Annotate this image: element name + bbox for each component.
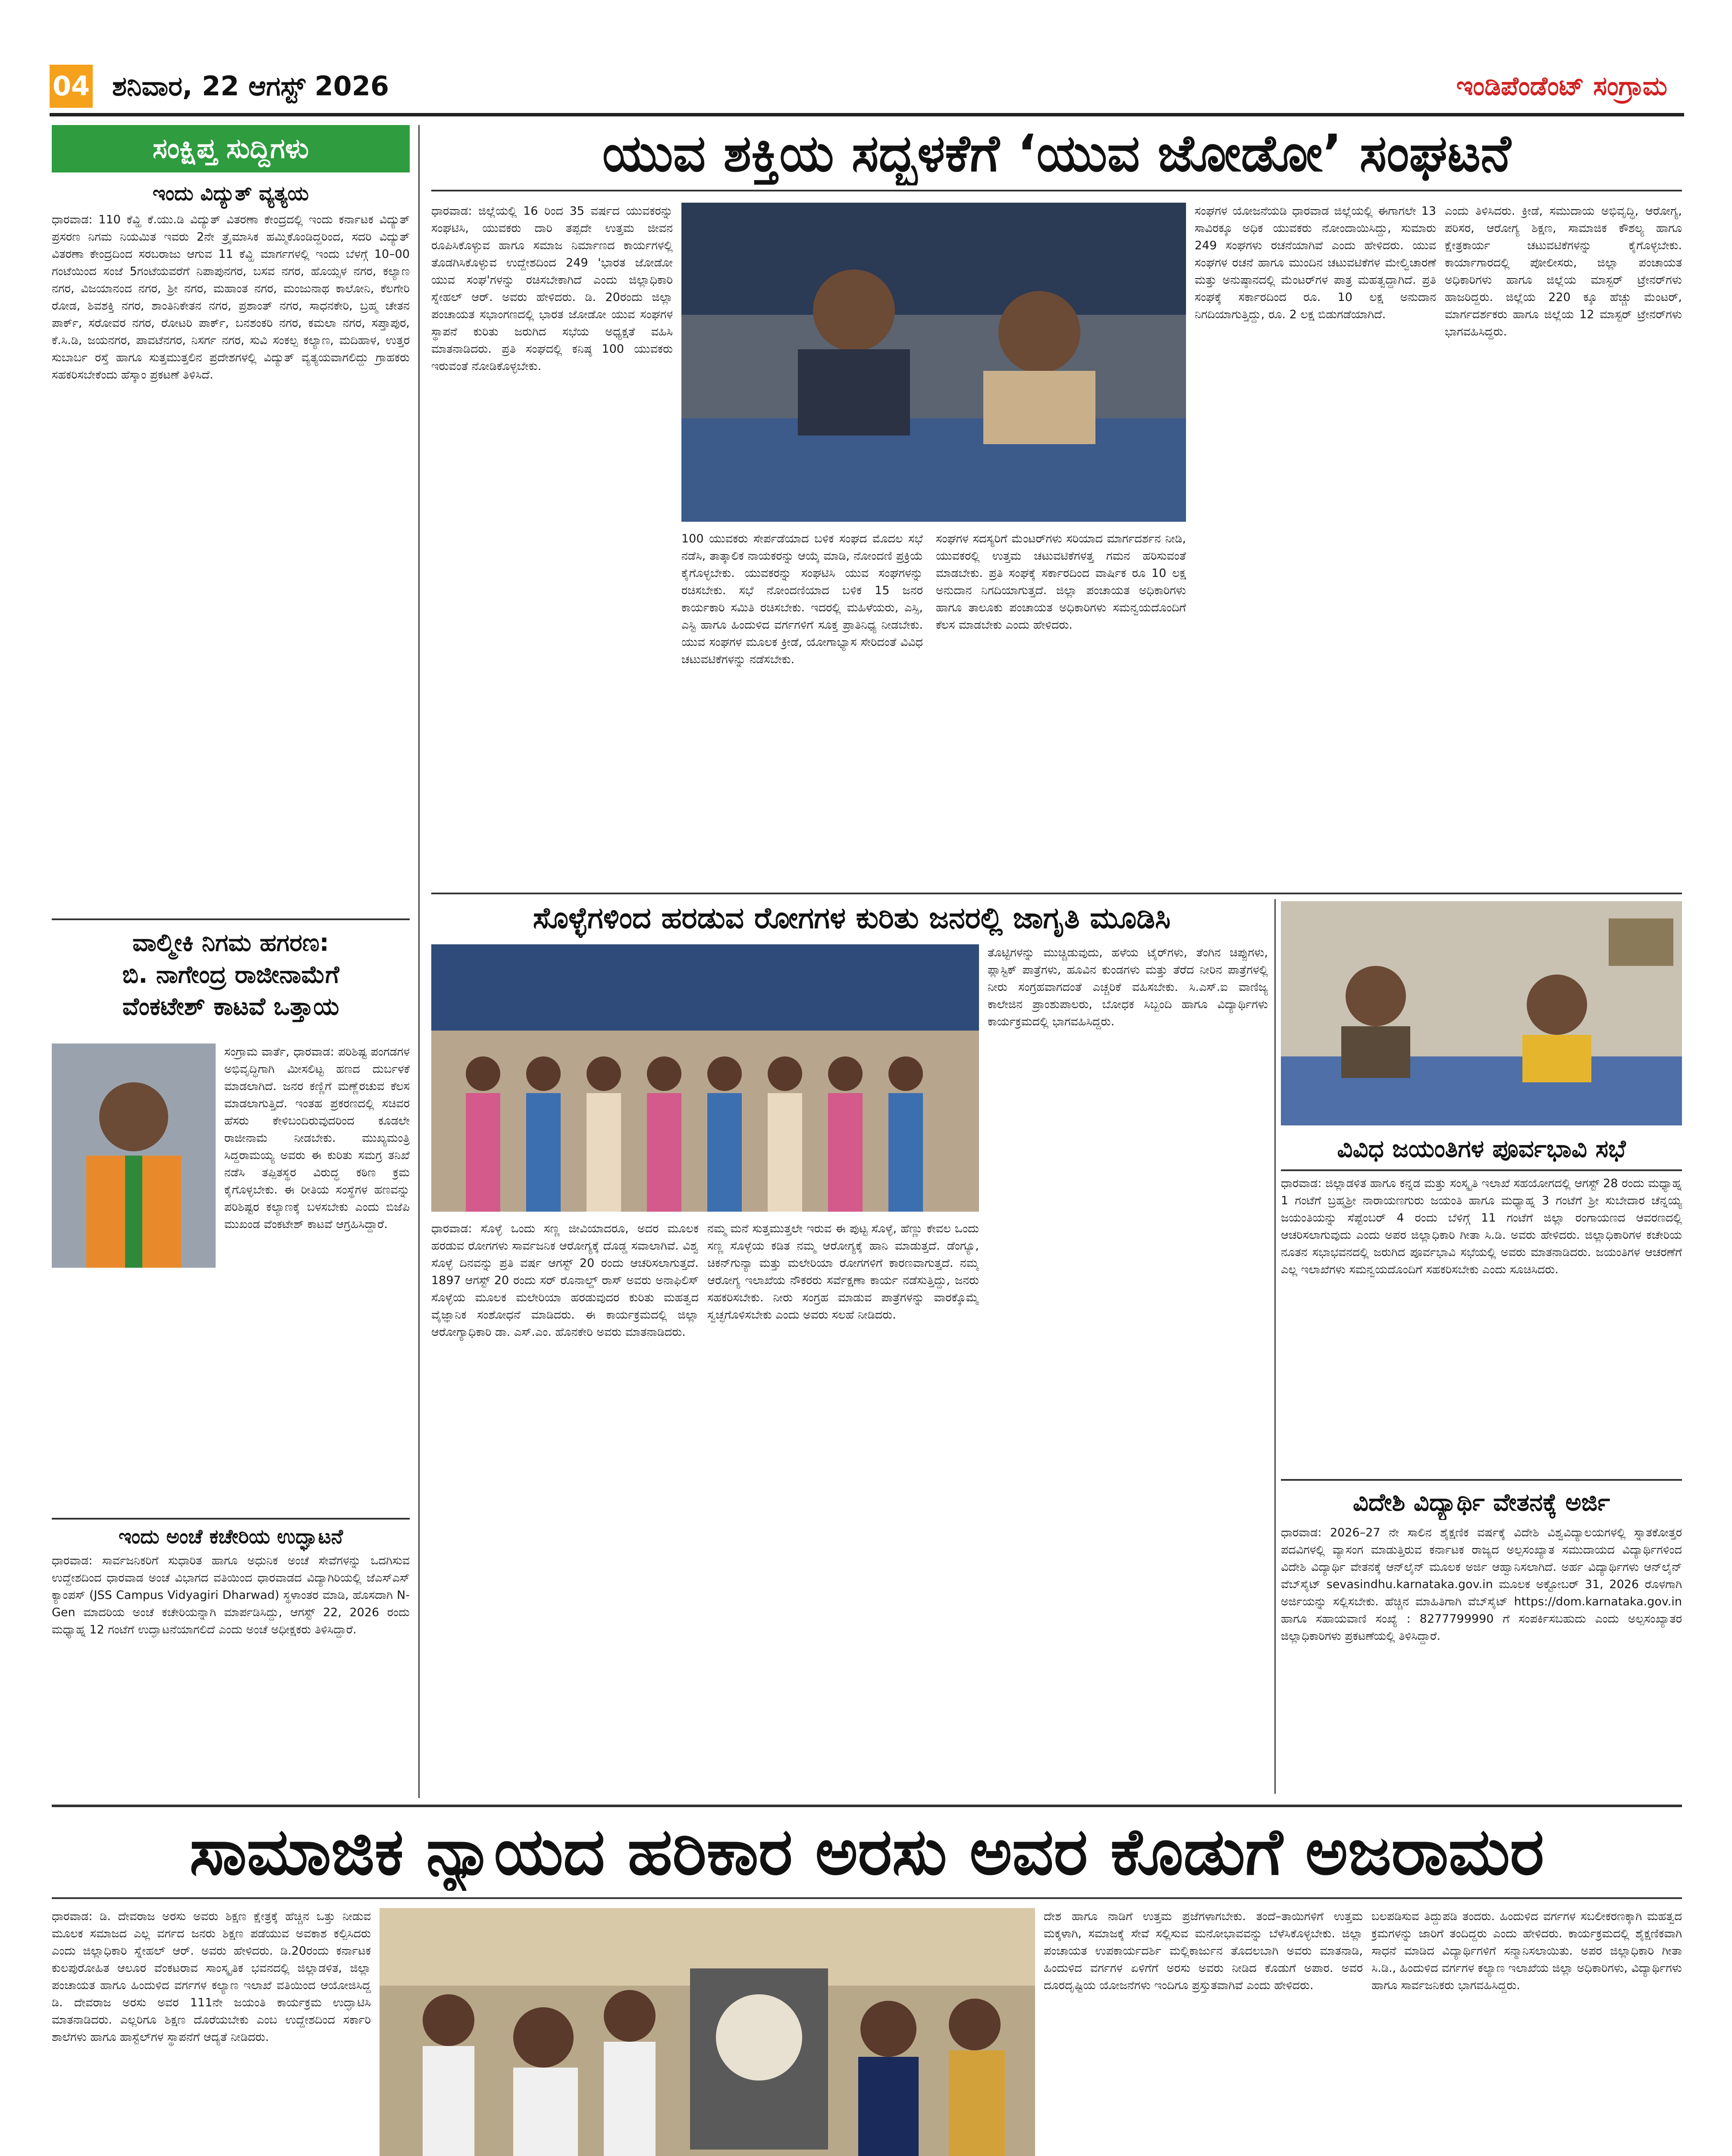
brief-item1-body: ಧಾರವಾಡ: 110 ಕೆವ್ಹಿ ಕೆ.ಯು.ಡಿ ವಿದ್ಯುತ್ ವಿತರಣಾ ಕೇಂದ್ರದಲ್ಲಿ ಇಂದು ಕರ್ನಾಟಕ ವಿದ್ಯುತ್ ಪ್ರಸರಣ ನಿಗಮ ನಿಯಮಿತ ಇವರು 2ನೇ ತ್ರೈಮಾಸಿಕ ಹಮ್ಮಿಕೊಂಡಿದ್ದರಿಂದ, ಸದರಿ ವಿದ್ಯುತ್ ವಿತರಣಾ ಕೇಂದ್ರದಿಂದ ಸರಬರಾಜು ಆಗುವ 11 ಕೆವ್ಹಿ ಮಾರ್ಗಗಳಲ್ಲಿ ಇಂದು ಬೆಳಗ್ಗೆ 10–00 ಗಂಟೆಯಿಂದ ಸಂಜೆ 5ಗಂಟೆಯವರೆಗೆ ನಿಪಾಪುನಗರ, ಬಸವ ನಗರ, ಹೊಯ್ಸಳ ನಗರ, ಕಲ್ಯಾಣ ನಗರ, ವಿಜಯಾನಂದ ನಗರ, ಶ್ರೀ ನಗರ, ಮಹಾಂತ ನಗರ, ಮಂಜುನಾಥ ಕಾಲೋನಿ, ಕೆಲಗೇರಿ ರೋಡ, ಶಿವಶಕ್ತಿ ನಗರ, ಶಾಂತಿನಿಕೇತನ ನಗರ, ಪ್ರಶಾಂತ್ ನಗರ, ಸಾಧನಕೇರಿ, ಬ್ರಹ್ಮ ಚೇತನ ಪಾರ್ಕ್, ಸರೋವರ ನಗರ, ರೋಟರಿ ಪಾರ್ಕ್, ಬನಶಂಕರಿ ನಗರ, ಕಮಲಾ ನಗರ, ಸಪ್ತಾಪುರ, ಕೆ.ಸಿ.ಡಿ, ಜಯನಗರ, ಪಾವಟೆನಗರ, ನಿಸರ್ಗ ನಗರ, ಸುವಿ ಸಂಕಲ್ಪ ಕಲ್ಯಾಣ, ಮದಿಹಾಳ, ಉತ್ತರ ಸುಬಾರ್ಬ ರಸ್ತೆ ಹಾಗೂ ಸುತ್ತಮುತ್ತಲಿನ ಪ್ರದೇಶಗಳಲ್ಲಿ ವಿದ್ಯುತ್ ವ್ಯತ್ಯಯವಾಗಲಿದ್ದು ಗ್ರಾಹಕರು ಸಹಕರಿಸಬೇಕೆಂದು ಹೆಸ್ಕಾಂ ಪ್ರಕಟಣೆ ತಿಳಿಸಿದೆ.: [52, 213, 410, 382]
scholarship-story-body: ಧಾರವಾಡ: 2026–27 ನೇ ಸಾಲಿನ ಶೈಕ್ಷಣಿಕ ವರ್ಷಕ್ಕೆ ವಿದೇಶಿ ವಿಶ್ವವಿದ್ಯಾಲಯಗಳಲ್ಲಿ ಸ್ನಾತಕೋತ್ತರ ಪದವಿಗಳಲ್ಲಿ ವ್ಯಾಸಂಗ ಮಾಡುತ್ತಿರುವ ಕರ್ನಾಟಕ ರಾಜ್ಯದ ಅಲ್ಪಸಂಖ್ಯಾತ ಸಮುದಾಯದ ವಿದ್ಯಾರ್ಥಿಗಳಿಂದ ವಿದೇಶಿ ವಿದ್ಯಾರ್ಥಿ ವೇತನಕ್ಕೆ ಆನ್‌ಲೈನ್ ಮೂಲಕ ಅರ್ಜಿ ಆಹ್ವಾನಿಸಲಾಗಿದೆ. ಅರ್ಹ ವಿದ್ಯಾರ್ಥಿಗಳು ಆನ್‌ಲೈನ್ ವೆಬ್‌ಸೈಟ್ sevasindhu.karnataka.gov.in ಮೂಲಕ ಅಕ್ಟೋಬರ್ 31, 2026 ರೊಳಗಾಗಿ ಅರ್ಜಿಯನ್ನು ಸಲ್ಲಿಸಬೇಕು. ಹೆಚ್ಚಿನ ಮಾಹಿತಿಗಾಗಿ ವೆಬ್‌ಸೈಟ್ https://dom.karnataka.gov.in ಹಾಗೂ ಸಹಾಯವಾಣಿ ಸಂಖ್ಯೆ : 8277799990 ಗೆ ಸಂಪರ್ಕಿಸಬಹುದು ಎಂದು ಅಲ್ಪಸಂಖ್ಯಾತರ ಜಿಲ್ಲಾಧಿಕಾರಿಗಳು ಪ್ರಕಟಣೆಯಲ್ಲಿ ತಿಳಿಸಿದ್ದಾರೆ.: [1281, 1526, 1682, 1643]
column-separator: [1274, 899, 1276, 1794]
divider: [1281, 1479, 1682, 1481]
youth-story-headline: ಯುವ ಶಕ್ತಿಯ ಸದ್ಬಳಕೆಗೆ ‘ಯುವ ಜೋಡೋ’ ಸಂಘಟನೆ: [602, 123, 1511, 183]
venkatesh-katave-photo: [52, 1044, 216, 1268]
scholarship-story-headline: ವಿದೇಶಿ ವಿದ್ಯಾರ್ಥಿ ವೇತನಕ್ಕೆ ಅರ್ಜಿ: [1352, 1489, 1610, 1517]
health-story-col3: ತೊಟ್ಟಿಗಳನ್ನು ಮುಚ್ಚಿಡುವುದು, ಹಳೆಯ ಟೈರ್‌ಗಳು, ತೆಂಗಿನ ಚಿಪ್ಪುಗಳು, ಪ್ಲಾಸ್ಟಿಕ್ ಪಾತ್ರೆಗಳು, ಹೂವಿನ ಕುಂಡಗಳು ಮತ್ತು ತೆರೆದ ನೀರಿನ ಪಾತ್ರೆಗಳಲ್ಲಿ ನೀರು ಸಂಗ್ರಹವಾಗದಂತೆ ಎಚ್ಚರಿಕೆ ವಹಿಸಬೇಕು. ಸಿ.ಎಸ್.ಐ ವಾಣಿಜ್ಯ ಕಾಲೇಜಿನ ಪ್ರಾಂಶುಪಾಲರು, ಬೋಧಕ ಸಿಬ್ಬಂದಿ ಹಾಗೂ ವಿದ್ಯಾರ್ಥಿಗಳು ಕಾರ್ಯಕ್ರಮದಲ್ಲಿ ಭಾಗವಹಿಸಿದ್ದರು.: [988, 946, 1268, 1028]
health-story-headline: ಸೊಳ್ಳೆಗಳಿಂದ ಹರಡುವ ರೋಗಗಳ ಕುರಿತು ಜನರಲ್ಲಿ ಜಾಗೃತಿ ಮೂಡಿಸಿ: [533, 901, 1171, 935]
brief-item2-title: ವಾಲ್ಮೀಕಿ ನಿಗಮ ಹಗರಣ: ಬಿ. ನಾಗೇಂದ್ರ ರಾಜೀನಾಮೆಗೆ ವೆಂಕಟೇಶ್ ಕಾಟವೆ ಒತ್ತಾಯ: [122, 929, 339, 1021]
health-event-photo: [431, 944, 979, 1212]
divider: [431, 893, 1682, 894]
arasu-story-col5: ಬಲಪಡಿಸುವ ತಿದ್ದುಪಡಿ ತಂದರು. ಹಿಂದುಳಿದ ವರ್ಗಗಳ ಸಬಲೀಕರಣಕ್ಕಾಗಿ ಮಹತ್ವದ ಕ್ರಮಗಳನ್ನು ಜಾರಿಗೆ ತಂದಿದ್ದರು ಎಂದು ಹೇಳಿದರು. ಕಾರ್ಯಕ್ರಮದಲ್ಲಿ ಶೈಕ್ಷಣಿಕವಾಗಿ ಸಾಧನೆ ಮಾಡಿದ ವಿದ್ಯಾರ್ಥಿಗಳಿಗೆ ಸನ್ಮಾನಿಸಲಾಯಿತು. ಅಪರ ಜಿಲ್ಲಾಧಿಕಾರಿ ಗೀತಾ ಸಿ.ಡಿ., ಹಿಂದುಳಿದ ವರ್ಗಗಳ ಕಲ್ಯಾಣ ಇಲಾಖೆಯ ಜಿಲ್ಲಾ ಅಧಿಕಾರಿಗಳು, ವಿದ್ಯಾರ್ಥಿಗಳು ಹಾಗೂ ಸಾರ್ವಜನಿಕರು ಭಾಗವಹಿಸಿದ್ದರು.: [1371, 1910, 1682, 1992]
brief-item1-title: ಇಂದು ವಿದ್ಯುತ್ ವ್ಯತ್ಯಯ: [152, 182, 309, 205]
jayanti-story-body: ಧಾರವಾಡ: ಜಿಲ್ಲಾಡಳಿತ ಹಾಗೂ ಕನ್ನಡ ಮತ್ತು ಸಂಸ್ಕೃತಿ ಇಲಾಖೆ ಸಹಯೋಗದಲ್ಲಿ ಆಗಸ್ಟ್ 28 ರಂದು ಮಧ್ಯಾಹ್ನ 1 ಗಂಟೆಗೆ ಬ್ರಹ್ಮಶ್ರೀ ನಾರಾಯಣಗುರು ಜಯಂತಿ ಹಾಗೂ ಮಧ್ಯಾಹ್ನ 3 ಗಂಟೆಗೆ ಶ್ರೀ ಸುಬೇದಾರ ಚೆನ್ನಯ್ಯ ಜಯಂತಿಯನ್ನು ಸೆಪ್ಟೆಂಬರ್ 4 ರಂದು ಬೆಳಿಗ್ಗೆ 11 ಗಂಟೆಗೆ ಜಿಲ್ಲಾ ರಂಗಾಯಣದ ಆವರಣದಲ್ಲಿ ಆಚರಿಸಲಾಗುವುದು ಎಂದು ಅಪರ ಜಿಲ್ಲಾಧಿಕಾರಿ ಗೀತಾ ಸಿ.ಡಿ. ಅವರು ಹೇಳಿದರು. ಜಿಲ್ಲಾಧಿಕಾರಿಗಳ ಕಚೇರಿಯ ನೂತನ ಸಭಾಭವನದಲ್ಲಿ ಜರುಗಿದ ಪೂರ್ವಭಾವಿ ಸಭೆಯಲ್ಲಿ ಅವರು ಮಾತನಾಡಿದರು. ಜಯಂತಿಗಳ ಆಚರಣೆಗೆ ಎಲ್ಲ ಇಲಾಖೆಗಳು ಸಮನ್ವಯದೊಂದಿಗೆ ಸಹಕರಿಸಬೇಕು ಎಂದು ಸೂಚಿಸಿದರು.: [1281, 1177, 1682, 1276]
divider: [431, 190, 1682, 191]
masthead-brand: ಇಂಡಿಪೆಂಡೆಂಟ್ ಸಂಗ್ರಾಮ: [1456, 71, 1667, 101]
arasu-story-col1: ಧಾರವಾಡ: ಡಿ. ದೇವರಾಜ ಅರಸು ಅವರು ಶಿಕ್ಷಣ ಕ್ಷೇತ್ರಕ್ಕೆ ಹೆಚ್ಚಿನ ಒತ್ತು ನೀಡುವ ಮೂಲಕ ಸಮಾಜದ ಎಲ್ಲ ವರ್ಗದ ಜನರು ಶಿಕ್ಷಣ ಪಡೆಯುವ ಅವಕಾಶ ಕಲ್ಪಿಸಿದರು ಎಂದು ಜಿಲ್ಲಾಧಿಕಾರಿ ಸ್ನೇಹಲ್ ಆರ್. ಅವರು ಹೇಳಿದರು. ಡಿ.20ರಂದು ಕರ್ನಾಟಕ ಕುಲಪುರೋಹಿತ ಆಲೂರ ವೆಂಕಟರಾವ ಸಾಂಸ್ಕೃತಿಕ ಭವನದಲ್ಲಿ ಜಿಲ್ಲಾಡಳಿತ, ಜಿಲ್ಲಾ ಪಂಚಾಯತ ಹಾಗೂ ಹಿಂದುಳಿದ ವರ್ಗಗಳ ಕಲ್ಯಾಣ ಇಲಾಖೆ ವತಿಯಿಂದ ಆಯೋಜಿಸಿದ್ದ ಡಿ. ದೇವರಾಜ ಅರಸು ಅವರ 111ನೇ ಜಯಂತಿ ಕಾರ್ಯಕ್ರಮ ಉದ್ಘಾಟಿಸಿ ಮಾತನಾಡಿದರು. ಎಲ್ಲರಿಗೂ ಶಿಕ್ಷಣ ದೊರೆಯಬೇಕು ಎಂಬ ಉದ್ದೇಶದಿಂದ ಸರ್ಕಾರಿ ಶಾಲೆಗಳು ಹಾಗೂ ಹಾಸ್ಟೆಲ್‌ಗಳ ಸ್ಥಾಪನೆಗೆ ಆದ್ಯತೆ ನೀಡಿದರು.: [52, 1910, 371, 2044]
arasu-story-headline: ಸಾಮಾಜಿಕ ನ್ಯಾಯದ ಹರಿಕಾರ ಅರಸು ಅವರ ಕೊಡುಗೆ ಅಜರಾಮರ: [189, 1814, 1544, 1890]
brief-item3-title: ಇಂದು ಅಂಚೆ ಕಚೇರಿಯ ಉದ್ಘಾಟನೆ: [118, 1525, 343, 1548]
divider: [52, 1897, 1682, 1899]
divider: [52, 918, 410, 920]
divider: [52, 1805, 1682, 1807]
health-story-col1: ಧಾರವಾಡ: ಸೊಳ್ಳೆ ಒಂದು ಸಣ್ಣ ಜೀವಿಯಾದರೂ, ಅದರ ಮೂಲಕ ಹರಡುವ ರೋಗಗಳು ಸಾರ್ವಜನಿಕ ಆರೋಗ್ಯಕ್ಕೆ ದೊಡ್ಡ ಸವಾಲಾಗಿವೆ. ವಿಶ್ವ ಸೊಳ್ಳೆ ದಿನವನ್ನು ಪ್ರತಿ ವರ್ಷ ಆಗಸ್ಟ್ 20 ರಂದು ಆಚರಿಸಲಾಗುತ್ತದೆ. 1897 ಆಗಸ್ಟ್ 20 ರಂದು ಸರ್ ರೊನಾಲ್ಡ್ ರಾಸ್ ಅವರು ಅನಾಫಿಲಿಸ್ ಸೊಳ್ಳೆಯ ಮೂಲಕ ಮಲೇರಿಯಾ ಹರಡುವುದರ ಕುರಿತು ಮಹತ್ವದ ವೈಜ್ಞಾನಿಕ ಸಂಶೋಧನೆ ಮಾಡಿದರು. ಈ ಕಾರ್ಯಕ್ರಮದಲ್ಲಿ ಜಿಲ್ಲಾ ಆರೋಗ್ಯಾಧಿಕಾರಿ ಡಾ. ಎಸ್.ಎಂ. ಹೊನಕೇರಿ ಅವರು ಮಾತನಾಡಿದರು.: [431, 1222, 699, 1339]
brief-item3-body: ಧಾರವಾಡ: ಸಾರ್ವಜನಿಕರಿಗೆ ಸುಧಾರಿತ ಹಾಗೂ ಅಧುನಿಕ ಅಂಚೆ ಸೇವೆಗಳನ್ನು ಒದಗಿಸುವ ಉದ್ದೇಶದಿಂದ ಧಾರವಾಡ ಅಂಚೆ ವಿಭಾಗದ ವತಿಯಿಂದ ಧಾರವಾಡದ ವಿದ್ಯಾಗಿರಿಯಲ್ಲಿ ಜೆಎಸ್ಎಸ್ ಕ್ಯಾಂಪಸ್ (JSS Campus Vidyagiri Dharwad) ಸ್ಥಳಾಂತರ ಮಾಡಿ, ಹೊಸದಾಗಿ N-Gen ಮಾದರಿಯ ಅಂಚೆ ಕಚೇರಿಯನ್ನಾಗಿ ಮಾರ್ಪಡಿಸಿದ್ದು, ಆಗಸ್ಟ್ 22, 2026 ರಂದು ಮಧ್ಯಾಹ್ನ 12 ಗಂಟೆಗೆ ಉದ್ಘಾಟನೆಯಾಗಲಿದೆ ಎಂದು ಅಂಚೆ ಅಧೀಕ್ಷಕರು ತಿಳಿಸಿದ್ದಾರೆ.: [52, 1554, 410, 1636]
brief-news-banner: ಸಂಕ್ಷಿಪ್ತ ಸುದ್ದಿಗಳು: [52, 125, 410, 172]
column-separator: [418, 125, 420, 1798]
health-story-col2: ನಮ್ಮ ಮನೆ ಸುತ್ತಮುತ್ತಲೇ ಇರುವ ಈ ಪುಟ್ಟ ಸೊಳ್ಳೆ, ಹೆಣ್ಣು ಕೇವಲ ಒಂದು ಸಣ್ಣ ಸೊಳ್ಳೆಯ ಕಡಿತ ನಮ್ಮ ಆರೋಗ್ಯಕ್ಕೆ ಹಾನಿ ಮಾಡುತ್ತದೆ. ಡೆಂಗ್ಯೂ, ಚಿಕನ್‌ಗುನ್ಯಾ ಮತ್ತು ಮಲೇರಿಯಾ ರೋಗಗಳಿಗೆ ಕಾರಣವಾಗುತ್ತದೆ. ನಮ್ಮ ಆರೋಗ್ಯ ಇಲಾಖೆಯ ನೌಕರರು ಸರ್ವೆಕ್ಷಣಾ ಕಾರ್ಯ ನಡೆಸುತ್ತಿದ್ದು, ಜನರು ಸಹಕರಿಸಬೇಕು. ನೀರು ಸಂಗ್ರಹ ಮಾಡುವ ಪಾತ್ರೆಗಳನ್ನು ವಾರಕ್ಕೊಮ್ಮೆ ಸ್ವಚ್ಛಗೊಳಿಸಬೇಕು ಎಂದು ಅವರು ಸಲಹೆ ನೀಡಿದರು.: [707, 1222, 979, 1322]
header-rule: [50, 113, 1684, 116]
youth-story-col5: ಎಂದು ತಿಳಿಸಿದರು. ಕ್ರೀಡೆ, ಸಮುದಾಯ ಅಭಿವೃದ್ಧಿ, ಆರೋಗ್ಯ, ಪರಿಸರ, ಆರೋಗ್ಯ ಶಿಕ್ಷಣ, ಸಾಮಾಜಿಕ ಕೌಶಲ್ಯ ಹಾಗೂ ಕ್ಷೇತ್ರಕಾರ್ಯ ಚಟುವಟಿಕೆಗಳನ್ನು ಕೈಗೊಳ್ಳಬೇಕು. ಕಾರ್ಯಾಗಾರದಲ್ಲಿ ಪೋಲೀಸರು, ಜಿಲ್ಲಾ ಪಂಚಾಯತ ಅಧಿಕಾರಿಗಳು ಹಾಗೂ ಜಿಲ್ಲೆಯ ಮಾಸ್ಟರ್ ಟ್ರೇನರ್‌ಗಳು ಹಾಜರಿದ್ದರು. ಜಿಲ್ಲೆಯ 220 ಕ್ಕೂ ಹೆಚ್ಚು ಮೆಂಟರ್, ಮಾರ್ಗದರ್ಶಕರು ಹಾಗೂ ಜಿಲ್ಲೆಯ 12 ಮಾಸ್ಟರ್ ಟ್ರೇನರ್‌ಗಳು ಭಾಗವಹಿಸಿದ್ದರು.: [1445, 204, 1682, 338]
youth-story-col3: ಸಂಘಗಳ ಸದಸ್ಯರಿಗೆ ಮೆಂಟರ್‌ಗಳು ಸರಿಯಾದ ಮಾರ್ಗದರ್ಶನ ನೀಡಿ, ಯುವಕರಲ್ಲಿ ಉತ್ತಮ ಚಟುವಟಿಕೆಗಳತ್ತ ಗಮನ ಹರಿಸುವಂತೆ ಮಾಡಬೇಕು. ಪ್ರತಿ ಸಂಘಕ್ಕೆ ಸರ್ಕಾರದಿಂದ ವಾರ್ಷಿಕ ರೂ 10 ಲಕ್ಷ ಅನುದಾನ ನಿಗದಿಯಾಗುತ್ತದೆ. ಜಿಲ್ಲಾ ಪಂಚಾಯತ ಅಧಿಕಾರಿಗಳು ಹಾಗೂ ತಾಲೂಕು ಪಂಚಾಯತ ಅಧಿಕಾರಿಗಳು ಸಮನ್ವಯದೊಂದಿಗೆ ಕೆಲಸ ಮಾಡಬೇಕು ಎಂದು ಹೇಳಿದರು.: [936, 532, 1186, 632]
youth-story-col2: 100 ಯುವಕರು ಸೇರ್ಪಡೆಯಾದ ಬಳಿಕ ಸಂಘದ ಮೊದಲ ಸಭೆ ನಡೆಸಿ, ತಾತ್ಕಾಲಿಕ ನಾಯಕರನ್ನು ಆಯ್ಕೆ ಮಾಡಿ, ನೋಂದಣಿ ಪ್ರಕ್ರಿಯೆ ಕೈಗೊಳ್ಳಬೇಕು. ಯುವಕರನ್ನು ಸಂಘಟಿಸಿ ಯುವ ಸಂಘಗಳನ್ನು ರಚಿಸಬೇಕು. ಸಭೆ ನೋಂದಣಿಯಾದ ಬಳಿಕ 15 ಜನರ ಕಾರ್ಯಕಾರಿ ಸಮಿತಿ ರಚಿಸಬೇಕು. ಇದರಲ್ಲಿ ಮಹಿಳೆಯರು, ಎಸ್ಸಿ, ಎಸ್ಟಿ ಹಾಗೂ ಹಿಂದುಳಿದ ವರ್ಗಗಳಿಗೆ ಸೂಕ್ತ ಪ್ರಾತಿನಿಧ್ಯ ನೀಡಬೇಕು. ಯುವ ಸಂಘಗಳ ಮೂಲಕ ಕ್ರೀಡೆ, ಯೋಗಾಭ್ಯಾಸ ಸೇರಿದಂತೆ ವಿವಿಧ ಚಟುವಟಿಕೆಗಳನ್ನು ನಡೆಸಬೇಕು.: [681, 532, 923, 666]
jayanti-meeting-photo: [1281, 901, 1682, 1125]
youth-story-col4: ಸಂಘಗಳ ಯೋಜನೆಯಡಿ ಧಾರವಾಡ ಜಿಲ್ಲೆಯಲ್ಲಿ ಈಗಾಗಲೇ 13 ಸಾವಿರಕ್ಕೂ ಅಧಿಕ ಯುವಕರು ನೋಂದಾಯಿಸಿದ್ದು, ಸುಮಾರು 249 ಸಂಘಗಳು ರಚನೆಯಾಗಿವೆ ಎಂದು ಹೇಳಿದರು. ಯುವ ಸಂಘಗಳ ರಚನೆ ಹಾಗೂ ಮುಂದಿನ ಚಟುವಟಿಕೆಗಳ ಮೇಲ್ವಿಚಾರಣೆ ಮತ್ತು ಅನುಷ್ಠಾನದಲ್ಲಿ ಮೆಂಟರ್‌ಗಳ ಪಾತ್ರ ಮಹತ್ವದ್ದಾಗಿದೆ. ಪ್ರತಿ ಸಂಘಕ್ಕೆ ಸರ್ಕಾರದಿಂದ ರೂ. 10 ಲಕ್ಷ ಅನುದಾನ ನಿಗದಿಯಾಗುತ್ತಿದ್ದು, ರೂ. 2 ಲಕ್ಷ ಬಿಡುಗಡೆಯಾಗಿದೆ.: [1195, 204, 1436, 321]
page-number: 04: [50, 65, 93, 108]
divider: [52, 1518, 410, 1520]
arasu-event-photo: [380, 1908, 1035, 2156]
brief-item2-body-a: ಸಂಗ್ರಾಮ ವಾರ್ತೆ, ಧಾರವಾಡ: ಪರಿಶಿಷ್ಟ ಪಂಗಡಗಳ ಅಭಿವೃದ್ಧಿಗಾಗಿ ಮೀಸಲಿಟ್ಟ ಹಣದ ದುರ್ಬಳಕೆ ಮಾಡಲಾಗಿದೆ. ಜನರ ಕಣ್ಣಿಗೆ ಮಣ್ಣೆರಚುವ ಕೆಲಸ ಮಾಡಲಾಗುತ್ತಿದೆ. ಇಂತಹ ಪ್ರಕರಣದಲ್ಲಿ ಸಚಿವರ ಹೆಸರು ಕೇಳಿಬಂದಿರುವುದರಿಂದ ಕೂಡಲೇ ರಾಜೀನಾಮೆ ನೀಡಬೇಕು. ಮುಖ್ಯಮಂತ್ರಿ ಸಿದ್ದರಾಮಯ್ಯ ಅವರು ಈ ಕುರಿತು ಸಮಗ್ರ ತನಿಖೆ ನಡೆಸಿ ತಪ್ಪಿತಸ್ಥರ ವಿರುದ್ಧ ಕಠಿಣ ಕ್ರಮ ಕೈಗೊಳ್ಳಬೇಕು. ಈ ರೀತಿಯ ಸಂಸ್ಥೆಗಳ ಹಣವನ್ನು ಪರಿಶಿಷ್ಟರ ಕಲ್ಯಾಣಕ್ಕೆ ಬಳಸಬೇಕು ಎಂದು ಬಿಜೆಪಿ ಮುಖಂಡ ವೆಂಕಟೇಶ್ ಕಾಟವೆ ಆಗ್ರಹಿಸಿದ್ದಾರೆ.: [224, 1045, 410, 1231]
youth-meeting-photo: [681, 203, 1186, 522]
jayanti-story-headline: ವಿವಿಧ ಜಯಂತಿಗಳ ಪೂರ್ವಭಾವಿ ಸಭೆ: [1337, 1135, 1626, 1163]
issue-date: ಶನಿವಾರ, 22 ಆಗಸ್ಟ್ 2026: [112, 70, 389, 102]
youth-story-col1: ಧಾರವಾಡ: ಜಿಲ್ಲೆಯಲ್ಲಿ 16 ರಿಂದ 35 ವರ್ಷದ ಯುವಕರನ್ನು ಸಂಘಟಿಸಿ, ಯುವಕರು ದಾರಿ ತಪ್ಪದೇ ಉತ್ತಮ ಜೀವನ ರೂಪಿಸಿಕೊಳ್ಳುವ ಹಾಗೂ ಸಮಾಜ ನಿರ್ಮಾಣದ ಕಾರ್ಯಗಳಲ್ಲಿ ತೊಡಗಿಸಿಕೊಳ್ಳುವ ಉದ್ದೇಶದಿಂದ 249 'ಭಾರತ ಜೋಡೋ ಯುವ ಸಂಘ'ಗಳನ್ನು ರಚಿಸಬೇಕಾಗಿದೆ ಎಂದು ಜಿಲ್ಲಾಧಿಕಾರಿ ಸ್ನೇಹಲ್ ಆರ್. ಅವರು ಹೇಳಿದರು. ಡಿ. 20ರಂದು ಜಿಲ್ಲಾ ಪಂಚಾಯತ ಸಭಾಂಗಣದಲ್ಲಿ ಭಾರತ ಜೋಡೋ ಯುವ ಸಂಘಗಳ ಸ್ಥಾಪನೆ ಕುರಿತು ಜರುಗಿದ ಸಭೆಯ ಅಧ್ಯಕ್ಷತೆ ವಹಿಸಿ ಮಾತನಾಡಿದರು. ಪ್ರತಿ ಸಂಘದಲ್ಲಿ ಕನಿಷ್ಠ 100 ಯುವಕರು ಇರುವಂತೆ ನೋಡಿಕೊಳ್ಳಬೇಕು.: [431, 204, 673, 373]
arasu-story-col4: ದೇಶ ಹಾಗೂ ನಾಡಿಗೆ ಉತ್ತಮ ಪ್ರಜೆಗಳಾಗಬೇಕು. ತಂದೆ–ತಾಯಿಗಳಿಗೆ ಉತ್ತಮ ಮಕ್ಕಳಾಗಿ, ಸಮಾಜಕ್ಕೆ ಸೇವೆ ಸಲ್ಲಿಸುವ ಮನೋಭಾವವನ್ನು ಬೆಳೆಸಿಕೊಳ್ಳಬೇಕು. ಜಿಲ್ಲಾ ಪಂಚಾಯತ ಉಪಕಾರ್ಯದರ್ಶಿ ಮಲ್ಲಿಕಾರ್ಜುನ ತೊದಲಬಾಗಿ ಅವರು ಮಾತನಾಡಿ, ಹಿಂದುಳಿದ ವರ್ಗಗಳ ಏಳಿಗೆಗೆ ಅರಸು ಅವರು ನೀಡಿದ ಕೊಡುಗೆ ಅಪಾರ. ಅವರ ದೂರದೃಷ್ಟಿಯ ಯೋಜನೆಗಳು ಇಂದಿಗೂ ಪ್ರಸ್ತುತವಾಗಿವೆ ಎಂದು ಹೇಳಿದರು.: [1044, 1910, 1363, 1992]
divider: [1281, 1169, 1682, 1171]
